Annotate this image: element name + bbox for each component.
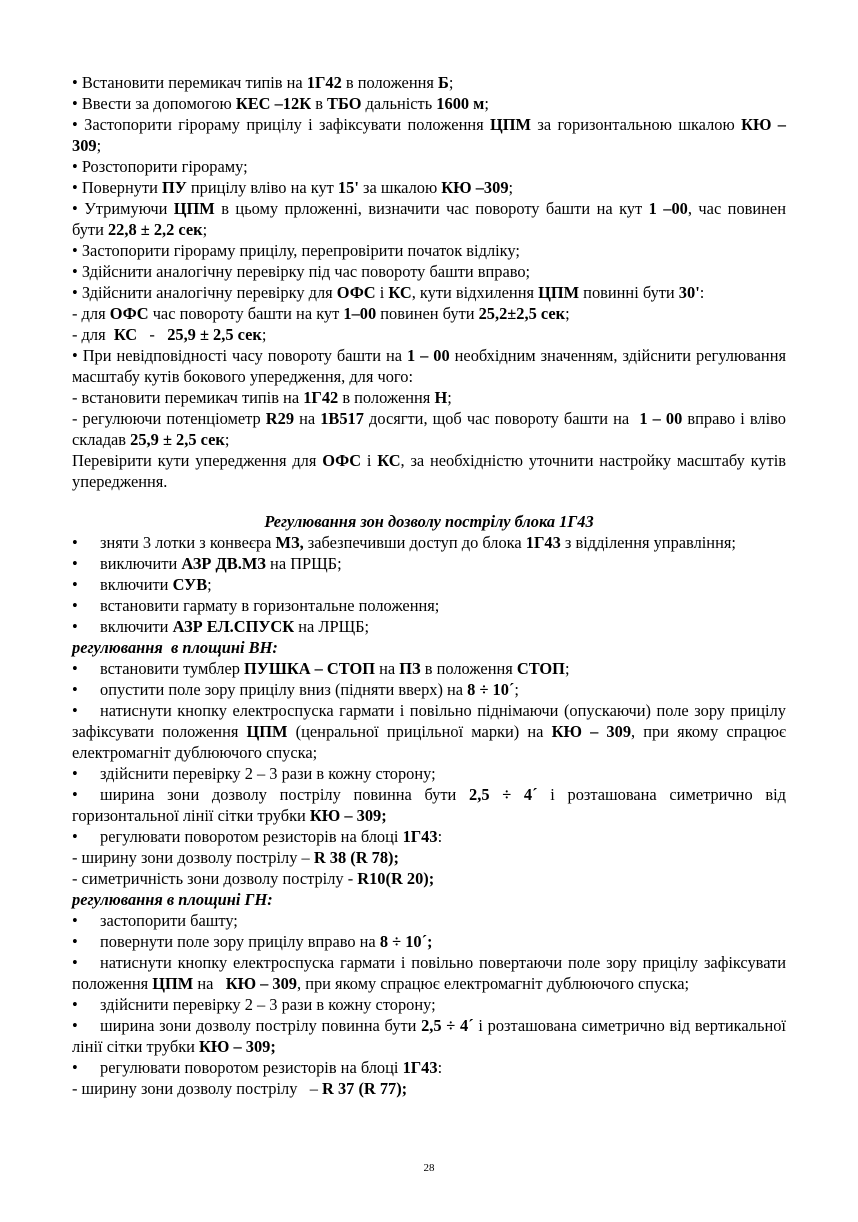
text-line: - ширину зони дозволу пострілу – R 37 (R 77); <box>72 1079 408 1098</box>
bullet-item: • включити СУВ; <box>72 575 212 594</box>
subsection-heading: регулювання в площині ГН: <box>72 890 273 909</box>
bullet-icon: • <box>72 764 78 783</box>
text-line: - для КС - 25,9 ± 2,5 сек; <box>72 325 267 344</box>
document-page <box>72 72 786 1099</box>
subsection-heading: регулювання в площині ВН: <box>72 638 278 657</box>
text-line: • Повернути ПУ прицілу вліво на кут 15' за шкалою КЮ –309; <box>72 178 514 197</box>
bullet-icon: • <box>72 1016 78 1035</box>
bullet-item: • натиснути кнопку електроспуска гармати і повільно повертаючи поле зору прицілу зафіксувати положення ЦПМ на КЮ – 309, при якому спрацює електромагніт дублюючого спуска; <box>72 953 786 993</box>
text-line: • При невідповідності часу повороту башти на 1 – 00 необхідним значенням, здійснити регулювання масштабу кутів бокового упередження, для чого: <box>72 346 786 386</box>
text-line: • Здійснити аналогічну перевірку під час повороту башти вправо; <box>72 262 531 281</box>
text-line: • Ввести за допомогою КЕС –12К в ТБО дальність 1600 м; <box>72 94 489 113</box>
bullet-icon: • <box>72 659 78 678</box>
bullet-icon: • <box>72 911 78 930</box>
bullet-item: • зняти 3 лотки з конвеєра МЗ, забезпечивши доступ до блока 1Г43 з відділення управління; <box>72 533 736 552</box>
bullet-icon: • <box>72 680 78 699</box>
bullet-icon: • <box>72 596 78 615</box>
bullet-icon: • <box>72 575 78 594</box>
section-heading: Регулювання зон дозволу пострілу блока 1Г43 <box>264 512 594 531</box>
text-line: - ширину зони дозволу пострілу – R 38 (R 78); <box>72 848 399 867</box>
bullet-icon: • <box>72 1058 78 1077</box>
bullet-icon: • <box>72 932 78 951</box>
text-line: • Встановити перемикач типів на 1Г42 в положення Б; <box>72 73 454 92</box>
bullet-item: • натиснути кнопку електроспуска гармати і повільно піднімаючи (опускаючи) поле зору прицілу зафіксувати положення ЦПМ (ценральної прицільної марки) на КЮ – 309, при якому спрацює електромагніт дублюючого спуска; <box>72 701 787 762</box>
bullet-item: • застопорити башту; <box>72 911 238 930</box>
text-line: • Утримуючи ЦПМ в цьому прложенні, визначити час повороту башти на кут 1 –00, час повинен бути 22,8 ± 2,2 сек; <box>72 199 786 239</box>
bullet-icon: • <box>72 533 78 552</box>
bullet-item: • здійснити перевірку 2 – 3 рази в кожну сторону; <box>72 764 436 783</box>
text-line: - встановити перемикач типів на 1Г42 в положення Н; <box>72 388 452 407</box>
text-line: - регулюючи потенціометр R29 на 1В517 досягти, щоб час повороту башти на 1 – 00 вправо і вліво складав 25,9 ± 2,5 сек; <box>72 409 786 449</box>
bullet-icon: • <box>72 617 78 636</box>
text-line: Перевірити кути упередження для ОФС і КС, за необхідністю уточнити настройку масштабу кутів упередження. <box>72 451 786 491</box>
section-checks <box>72 72 786 492</box>
bullet-icon: • <box>72 785 78 804</box>
bullet-icon: • <box>72 701 78 720</box>
bullet-item: • включити АЗР ЕЛ.СПУСК на ЛРЩБ; <box>72 617 370 636</box>
bullet-icon: • <box>72 827 78 846</box>
bullet-item: • регулювати поворотом резисторів на блоці 1Г43: <box>72 827 443 846</box>
text-line: • Здійснити аналогічну перевірку для ОФС і КС, кути відхилення ЦПМ повинні бути 30': <box>72 283 705 302</box>
bullet-icon: • <box>72 953 78 972</box>
bullet-item: • виключити АЗР ДВ.МЗ на ПРЩБ; <box>72 554 342 573</box>
bullet-item: • встановити тумблер ПУШКА – СТОП на ПЗ в положення СТОП; <box>72 659 570 678</box>
text-line: • Застопорити гірораму прицілу і зафіксувати положення ЦПМ за горизонтальною шкалою КЮ –309; <box>72 115 786 155</box>
section-fire-zones <box>72 532 786 1099</box>
bullet-icon: • <box>72 995 78 1014</box>
bullet-item: • повернути поле зору прицілу вправо на 8 ÷ 10´; <box>72 932 433 951</box>
bullet-item: • регулювати поворотом резисторів на блоці 1Г43: <box>72 1058 443 1077</box>
text-line: • Розстопорити гірораму; <box>72 157 248 176</box>
bullet-item: • опустити поле зору прицілу вниз (підняти вверх) на 8 ÷ 10´; <box>72 680 519 699</box>
bullet-item: • ширина зони дозволу пострілу повинна бути 2,5 ÷ 4´ і розташована симетрично від горизонтальної лінії сітки трубки КЮ – 309; <box>72 785 786 825</box>
bullet-item: • ширина зони дозволу пострілу повинна бути 2,5 ÷ 4´ і розташована симетрично від вертикальної лінії сітки трубки КЮ – 309; <box>72 1016 786 1056</box>
bullet-icon: • <box>72 554 78 573</box>
bullet-item: • здійснити перевірку 2 – 3 рази в кожну сторону; <box>72 995 436 1014</box>
text-line: - симетричність зони дозволу пострілу - R10(R 20); <box>72 869 435 888</box>
bullet-item: • встановити гармату в горизонтальне положення; <box>72 596 440 615</box>
page-number: 28 <box>423 1162 435 1174</box>
text-line: - для ОФС час повороту башти на кут 1–00 повинен бути 25,2±2,5 сек; <box>72 304 570 323</box>
text-line: • Застопорити гірораму прицілу, перепровірити початок відліку; <box>72 241 520 260</box>
